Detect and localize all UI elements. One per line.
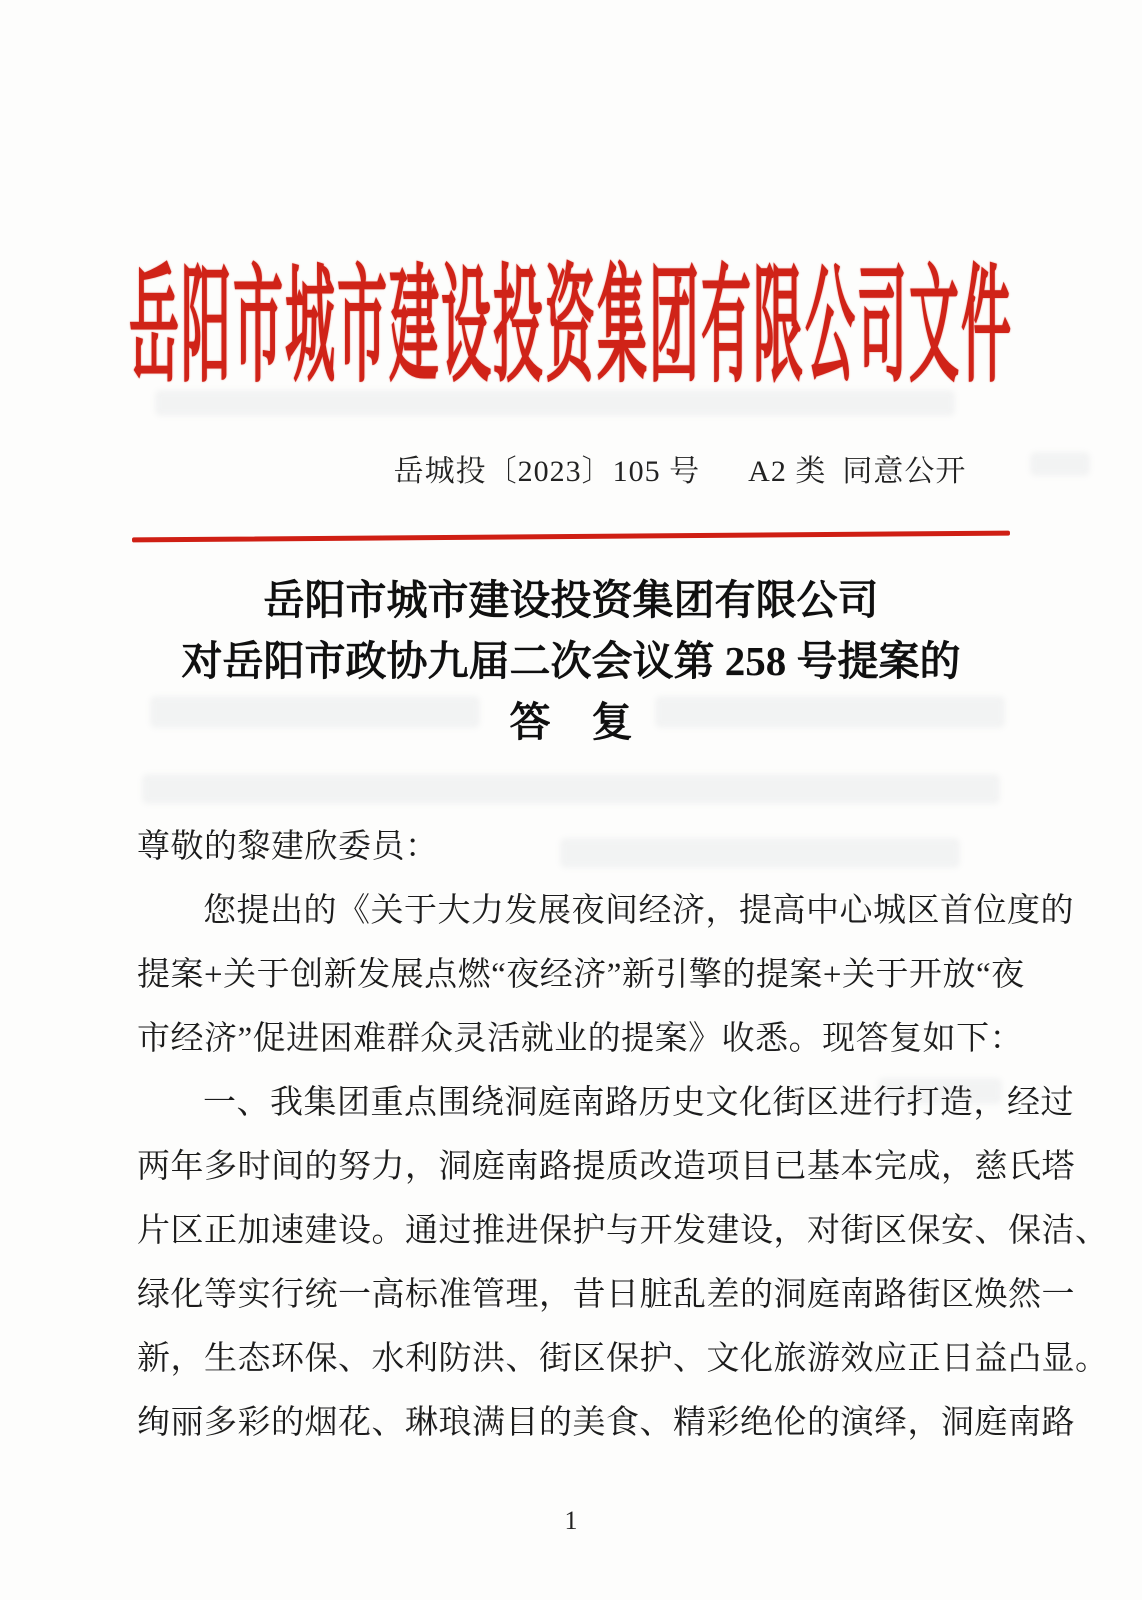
body-line: 新，生态环保、水利防洪、街区保护、文化旅游效应正日益凸显。 [137,1341,1109,1377]
doc-number: 岳城投〔2023〕105 号 [393,455,701,488]
document-body [137,815,1109,1455]
doc-classification: A2 类 [748,455,827,488]
document-title-line3: 答 复 [509,699,633,745]
body-line: 提案+关于创新发展点燃“夜经济”新引擎的提案+关于开放“夜 [137,957,1025,993]
document-title-line1: 岳阳市城市建设投资集团有限公司 [263,577,879,623]
letterhead-red-rule [132,531,1010,543]
bleed-through-artifact [142,774,1000,804]
salutation: 尊敬的黎建欣委员： [137,829,439,865]
document-title-line2: 对岳阳市政协九届二次会议第 258 号提案的 [181,638,961,684]
body-line: 绿化等实行统一高标准管理，昔日脏乱差的洞庭南路街区焕然一 [137,1277,1075,1313]
body-line: 一、我集团重点围绕洞庭南路历史文化街区进行打造，经过 [203,1085,1074,1121]
doc-number-row [330,446,1030,490]
body-line: 市经济”促进困难群众灵活就业的提案》收悉。现答复如下： [137,1021,1024,1057]
doc-publicity-label: 同意公开 [842,455,967,488]
body-line: 绚丽多彩的烟花、琳琅满目的美食、精彩绝伦的演绎，洞庭南路 [137,1405,1075,1441]
body-line: 您提出的《关于大力发展夜间经济，提高中心城区首位度的 [203,893,1074,929]
bleed-through-artifact [1030,452,1090,476]
letterhead-org-title: 岳阳市城市建设投资集团有限公司文件 [129,254,1013,398]
page-number: 1 [564,1506,578,1535]
body-line: 片区正加速建设。通过推进保护与开发建设，对街区保安、保洁、 [137,1213,1109,1249]
body-line: 两年多时间的努力，洞庭南路提质改造项目已基本完成，慈氏塔 [137,1149,1075,1185]
document-title [0,570,1142,753]
